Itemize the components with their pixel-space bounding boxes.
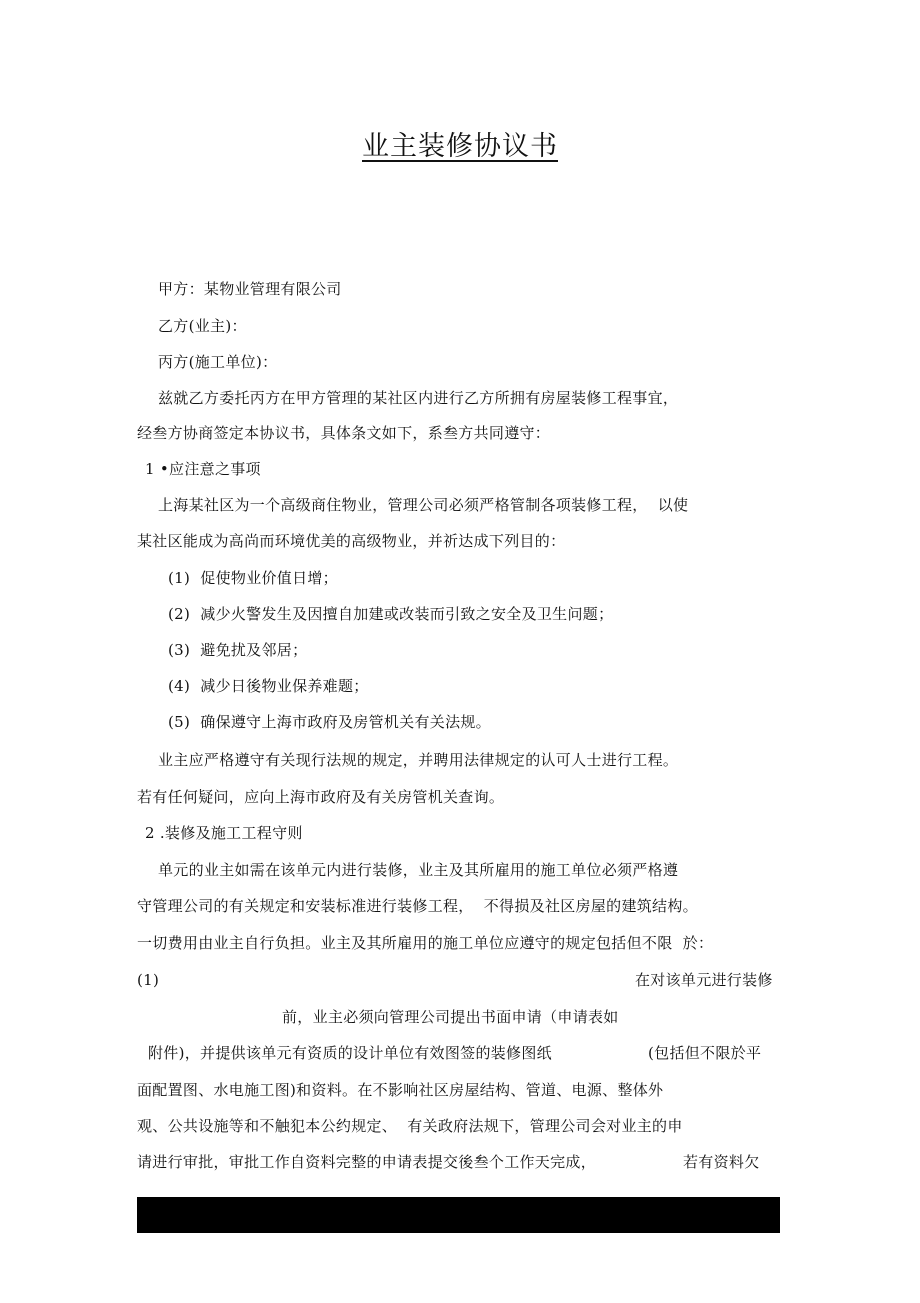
document-title: 业主装修协议书 xyxy=(362,131,558,162)
text-line: (1) xyxy=(137,971,160,989)
text-line: 1 •应注意之事项 xyxy=(145,460,261,478)
text-line: (4) 减少日後物业保养难题； xyxy=(168,677,369,695)
text-line: 若有资料欠 xyxy=(683,1153,760,1171)
text-line: 在对该单元进行装修 xyxy=(635,971,773,989)
text-line: 请进行审批，审批工作自资料完整的申请表提交後叁个工作天完成， xyxy=(137,1153,597,1171)
text-line: 面配置图、水电施工图)和资料。在不影响社区房屋结构、管道、电源、整体外 xyxy=(137,1081,664,1099)
text-line: 甲方：某物业管理有限公司 xyxy=(158,280,342,298)
text-line: 乙方(业主)： xyxy=(158,317,247,335)
text-line: (5) 确保遵守上海市政府及房管机关有关法规。 xyxy=(168,713,491,731)
text-line: 单元的业主如需在该单元内进行装修，业主及其所雇用的施工单位必须严格遵 xyxy=(158,861,679,879)
text-line: 业主应严格遵守有关现行法规的规定，并聘用法律规定的认可人士进行工程。 xyxy=(158,751,679,769)
text-line: 兹就乙方委托丙方在甲方管理的某社区内进行乙方所拥有房屋装修工程事宜， xyxy=(158,389,679,407)
text-line: 经叁方协商签定本协议书，具体条文如下，系叁方共同遵守： xyxy=(137,424,551,442)
text-line: 2 .装修及施工工程守则 xyxy=(145,824,303,842)
text-line: 守管理公司的有关规定和安装标准进行装修工程， 不得损及社区房屋的建筑结构。 xyxy=(137,897,698,915)
text-line: 某社区能成为高尚而环境优美的高级物业，并祈达成下列目的： xyxy=(137,532,566,550)
text-line: (1) 促使物业价值日增； xyxy=(168,569,338,587)
text-line: 前，业主必须向管理公司提出书面申请（申请表如 xyxy=(282,1008,619,1026)
text-line: (3) 避免扰及邻居； xyxy=(168,641,308,659)
text-line: 若有任何疑问，应向上海市政府及有关房管机关查询。 xyxy=(137,788,505,806)
text-line: 附件)，并提供该单元有资质的设计单位有效图签的装修图纸 xyxy=(148,1044,552,1062)
text-line: 丙方(施工单位)： xyxy=(158,353,278,371)
text-line: 观、公共设施等和不触犯本公约规定、 有关政府法规下，管理公司会对业主的申 xyxy=(137,1117,683,1135)
redaction-bar xyxy=(137,1197,780,1233)
text-line: 一切费用由业主自行负担。业主及其所雇用的施工单位应遵守的规定包括但不限 於： xyxy=(137,934,714,952)
text-line: 上海某社区为一个高级商住物业，管理公司必须严格管制各项装修工程， 以使 xyxy=(158,496,689,514)
text-line: (包括但不限於平 xyxy=(648,1044,762,1062)
text-line: (2) 减少火警发生及因擅自加建或改装而引致之安全及卫生问题； xyxy=(168,605,614,623)
